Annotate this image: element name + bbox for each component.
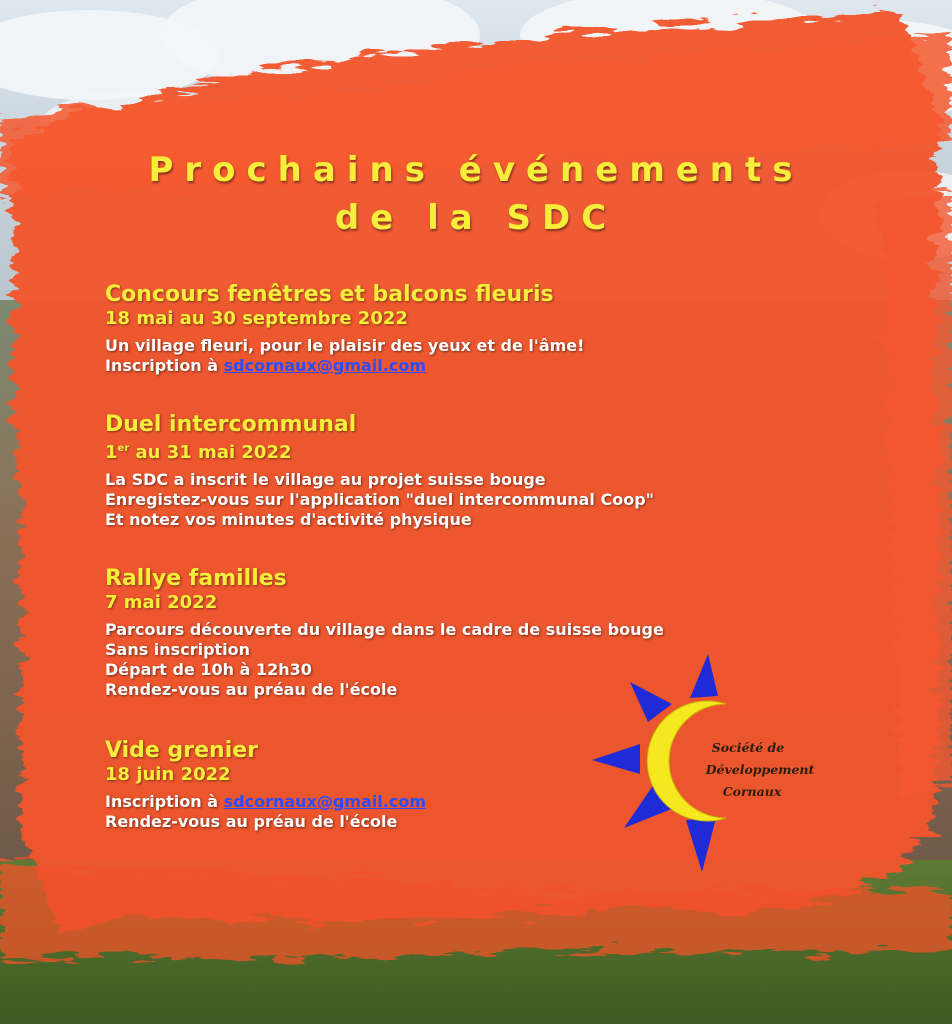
event-line: Sans inscription <box>105 640 251 659</box>
event-line: Départ de 10h à 12h30 <box>105 660 312 679</box>
logo-line3: Cornaux <box>722 784 782 799</box>
event-date: 1er au 31 mai 2022 <box>105 442 292 463</box>
event-line: Un village fleuri, pour le plaisir des yeux et de l'âme! <box>105 336 585 355</box>
event-date: 18 mai au 30 septembre 2022 <box>105 308 408 329</box>
event-date: 18 juin 2022 <box>105 764 231 785</box>
event-duel <box>105 412 654 530</box>
event-line: La SDC a inscrit le village au projet suisse bouge <box>105 470 546 489</box>
event-line: Et notez vos minutes d'activité physique <box>105 510 472 529</box>
event-concours <box>105 282 584 376</box>
logo-line1: Société de <box>711 740 785 755</box>
event-vide-grenier <box>105 738 426 832</box>
event-title: Duel intercommunal <box>105 412 357 437</box>
event-line: Rendez-vous au préau de l'école <box>105 680 398 699</box>
page-title-line2: de la SDC <box>334 198 618 238</box>
event-line: Parcours découverte du village dans le cadre de suisse bouge <box>105 620 664 639</box>
inscription-label: Inscription à <box>105 792 224 811</box>
event-inscription <box>105 792 426 812</box>
inscription-label: Inscription à <box>105 356 224 375</box>
logo-line2: Développement <box>705 762 815 777</box>
event-title: Concours fenêtres et balcons fleuris <box>105 282 554 307</box>
event-line: Rendez-vous au préau de l'école <box>105 812 398 831</box>
event-inscription <box>105 356 584 376</box>
event-date: 7 mai 2022 <box>105 592 218 613</box>
event-line: Enregistez-vous sur l'application "duel intercommunal Coop" <box>105 490 654 509</box>
page-title-line1: Prochains événements <box>148 150 804 190</box>
email-link[interactable]: sdcornaux@gmail.com <box>223 356 426 375</box>
event-title: Rallye familles <box>105 566 287 591</box>
event-title: Vide grenier <box>105 738 259 763</box>
event-rallye <box>105 566 664 700</box>
email-link[interactable]: sdcornaux@gmail.com <box>223 792 426 811</box>
